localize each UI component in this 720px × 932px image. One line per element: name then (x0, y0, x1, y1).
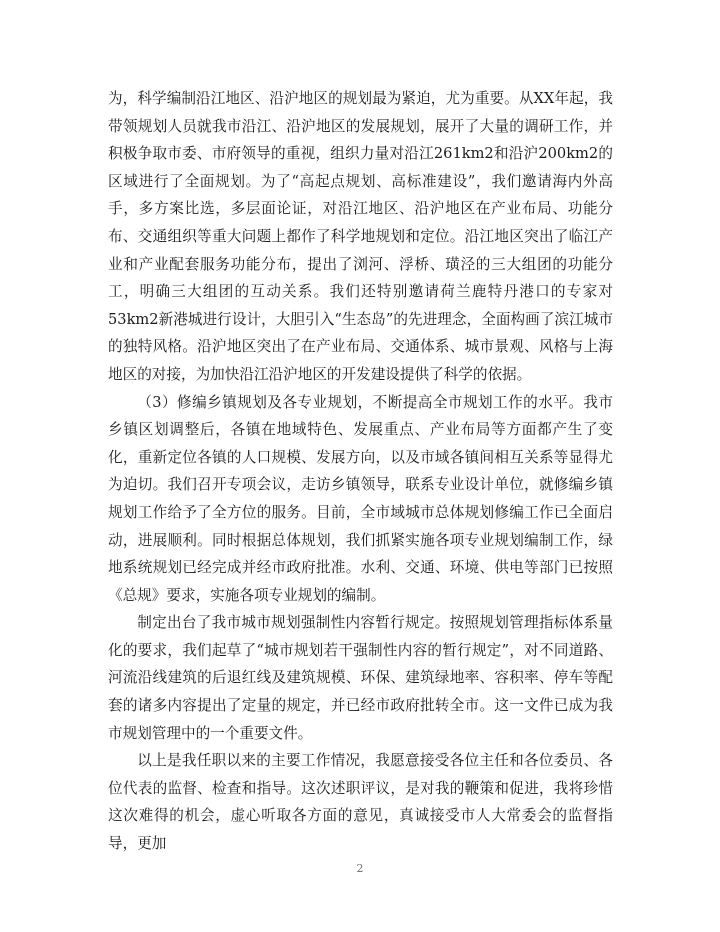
paragraph-conclusion: 以上是我任职以来的主要工作情况，我愿意接受各位主任和各位委员、各位代表的监督、检查和指导。这次述职评议，是对我的鞭策和促进，我将珍惜这次难得的机会，虚心听取各方面的意见，真诚接受市人大常委会的监督指导，更加 (108, 752, 613, 853)
page-number: 2 (356, 862, 364, 875)
body-text (108, 85, 613, 858)
paragraph-township-planning: （3）修编乡镇规划及各专业规划，不断提高全市规划工作的水平。我市乡镇区划调整后，各镇在地域特色、发展重点、产业布局等方面都产生了变化，重新定位各镇的人口规模、发展方向，以及市域各镇间相互关系等显得尤为迫切。我们召开专项会议，走访乡镇领导，联系专业设计单位，就修编乡镇规划工作给予了全方位的服务。目前，全市域城市总体规划修编工作已全面启动，进展顺利。同时根据总体规划，我们抓紧实施各项专业规划编制工作，绿地系统规划已经完成并经市政府批准。水利、交通、环境、供电等部门已按照《总规》要求，实施各项专业规划的编制。 (108, 393, 613, 604)
paragraph-coastal-planning: 为，科学编制沿江地区、沿沪地区的规划最为紧迫，尤为重要。从XX年起，我带领规划人员就我市沿江、沿沪地区的发展规划，展开了大量的调研工作，并积极争取市委、市府领导的重视，组织力量对沿江261km2和沿沪200km2的区域进行了全面规划。为了“高起点规划、高标准建设”，我们邀请海内外高手，多方案比选，多层面论证，对沿江地区、沿沪地区在产业布局、功能分布、交通组织等重大问题上都作了科学地规划和定位。沿江地区突出了临江产业和产业配套服务功能分布，提出了浏河、浮桥、璜泾的三大组团的功能分工，明确三大组团的互动关系。我们还特别邀请荷兰鹿特丹港口的专家对53km2新港城进行设计，大胆引入“生态岛”的先进理念，全面构画了滨江城市的独特风格。沿沪地区突出了在产业布局、交通体系、城市景观、风格与上海地区的对接，为加快沿江沿沪地区的开发建设提供了科学的依据。 (108, 90, 613, 383)
paragraph-mandatory-regulations: 制定出台了我市城市规划强制性内容暂行规定。按照规划管理指标体系量化的要求，我们起草了“城市规划若干强制性内容的暂行规定”，对不同道路、河流沿线建筑的后退红线及建筑规模、环保、建筑绿地率、容积率、停车等配套的诸多内容提出了定量的规定，并已经市政府批转全市。这一文件已成为我市规划管理中的一个重要文件。 (108, 614, 613, 742)
